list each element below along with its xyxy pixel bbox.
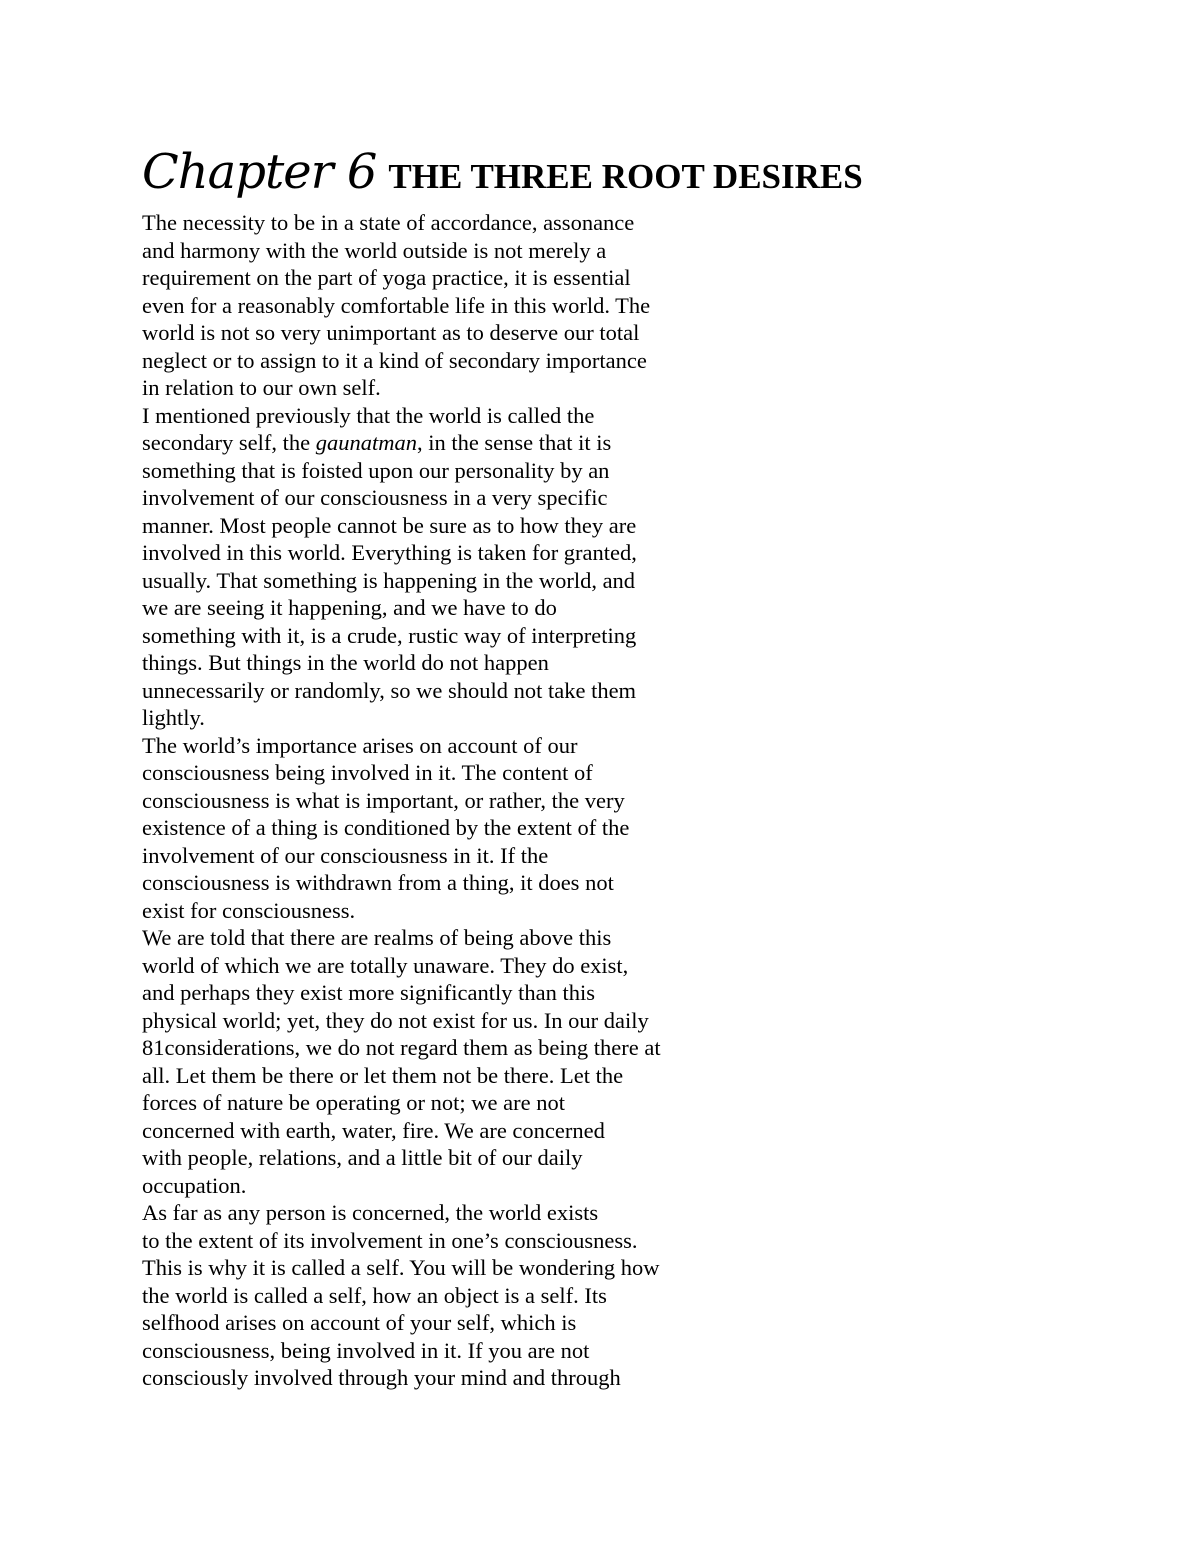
body-line-text: secondary self, the — [142, 430, 316, 455]
body-line-text: something that is foisted upon our personality by an — [142, 457, 610, 483]
body-line-text: requirement on the part of yoga practice, it is essential — [142, 265, 631, 290]
body-line-text: in relation to our own self. — [142, 375, 381, 400]
body-line — [142, 787, 762, 815]
body-line-text: all. Let them be there or let them not be there. Let the — [142, 1062, 624, 1088]
body-line-text: even for a reasonably comfortable life in this world. The — [142, 292, 651, 318]
body-line-text: and perhaps they exist more significantly than this — [142, 980, 596, 1005]
body-line-text: forces of nature be operating or not; we are not — [142, 1090, 565, 1115]
body-line-text: occupation. — [142, 1172, 247, 1198]
body-line-text: We are told that there are realms of being above this — [142, 925, 612, 950]
body-line — [142, 484, 762, 512]
body-line-text: exist for consciousness. — [142, 897, 356, 923]
body-line — [142, 1062, 762, 1090]
body-line — [142, 979, 762, 1007]
body-line-text: This is why it is called a self. You will be wondering how — [142, 1255, 660, 1280]
body-line-text: the world is called a self, how an object is a self. Its — [142, 1282, 607, 1308]
body-line-text: concerned with earth, water, fire. We are concerned — [142, 1117, 605, 1143]
body-line-text: As far as any person is concerned, the world exists — [142, 1200, 599, 1225]
body-line-text: lightly. — [142, 705, 205, 730]
body-line — [142, 869, 762, 897]
body-line-text: consciousness being involved in it. The content of — [142, 760, 593, 785]
body-line — [142, 1309, 762, 1337]
body-line-text: I mentioned previously that the world is called the — [142, 402, 595, 428]
body-line — [142, 814, 762, 842]
body-line — [142, 1089, 762, 1117]
body-line — [142, 952, 762, 980]
body-line-text: world is not so very unimportant as to deserve our total — [142, 320, 640, 345]
body-line — [142, 1227, 762, 1255]
body-line — [142, 402, 762, 430]
body-line — [142, 374, 762, 402]
body-line — [142, 897, 762, 925]
body-line-text: consciousness, being involved in it. If you are not — [142, 1337, 590, 1363]
body-line-text: neglect or to assign to it a kind of secondary importance — [142, 347, 647, 373]
chapter-heading — [142, 144, 863, 200]
body-line-text: , in the sense that it is — [416, 430, 612, 455]
body-line — [142, 759, 762, 787]
body-line — [142, 1364, 762, 1392]
body-line-text: involvement of our consciousness in a very specific — [142, 485, 608, 510]
body-line — [142, 842, 762, 870]
body-line — [142, 264, 762, 292]
body-line — [142, 704, 762, 732]
body-line-text: we are seeing it happening, and we have to do — [142, 595, 557, 620]
body-line-text: manner. Most people cannot be sure as to how they are — [142, 512, 637, 538]
body-line — [142, 1337, 762, 1365]
body-line-text: 81considerations, we do not regard them as being there at — [142, 1035, 661, 1060]
body-line-text: The necessity to be in a state of accordance, assonance — [142, 210, 635, 235]
body-line-text: with people, relations, and a little bit of our daily — [142, 1145, 583, 1170]
body-line-text: and harmony with the world outside is not merely a — [142, 237, 607, 263]
body-line — [142, 567, 762, 595]
body-line — [142, 677, 762, 705]
body-line — [142, 457, 762, 485]
body-line-text: unnecessarily or randomly, so we should not take them — [142, 677, 637, 703]
body-line — [142, 594, 762, 622]
body-line — [142, 237, 762, 265]
body-line-text: world of which we are totally unaware. They do exist, — [142, 952, 629, 978]
body-line — [142, 1199, 762, 1227]
body-line — [142, 1007, 762, 1035]
body-line — [142, 1254, 762, 1282]
body-line — [142, 347, 762, 375]
body-line-text: selfhood arises on account of your self, which is — [142, 1310, 577, 1335]
chapter-label: Chapter 6 — [142, 144, 377, 200]
body-line — [142, 209, 762, 237]
body-line-text: something with it, is a crude, rustic way of interpreting — [142, 622, 637, 648]
body-line — [142, 292, 762, 320]
body-line — [142, 1117, 762, 1145]
body-line-text: usually. That something is happening in the world, and — [142, 567, 636, 593]
chapter-title: THE THREE ROOT DESIRES — [388, 157, 863, 196]
body-line-text: consciously involved through your mind and through — [142, 1365, 621, 1390]
body-line-text: involvement of our consciousness in it. If the — [142, 842, 549, 868]
body-line — [142, 649, 762, 677]
body-line-text: things. But things in the world do not happen — [142, 650, 549, 675]
body-line-text: consciousness is what is important, or rather, the very — [142, 787, 625, 813]
body-line — [142, 1282, 762, 1310]
body-line — [142, 319, 762, 347]
body-line — [142, 429, 762, 457]
body-line-text: The world’s importance arises on account of our — [142, 732, 578, 758]
body-line — [142, 1034, 762, 1062]
italic-term: gaunatman — [315, 430, 417, 455]
body-line — [142, 1172, 762, 1200]
body-line — [142, 539, 762, 567]
body-line-text: existence of a thing is conditioned by the extent of the — [142, 815, 630, 840]
body-line — [142, 924, 762, 952]
body-line-text: consciousness is withdrawn from a thing, it does not — [142, 870, 614, 895]
body-line — [142, 1144, 762, 1172]
body-line-text: to the extent of its involvement in one’s consciousness. — [142, 1227, 638, 1253]
body-line — [142, 512, 762, 540]
body-line — [142, 622, 762, 650]
chapter-body-text — [142, 209, 762, 1392]
body-line-text: physical world; yet, they do not exist for us. In our daily — [142, 1007, 649, 1033]
body-line-text: involved in this world. Everything is taken for granted, — [142, 540, 637, 565]
body-line — [142, 732, 762, 760]
